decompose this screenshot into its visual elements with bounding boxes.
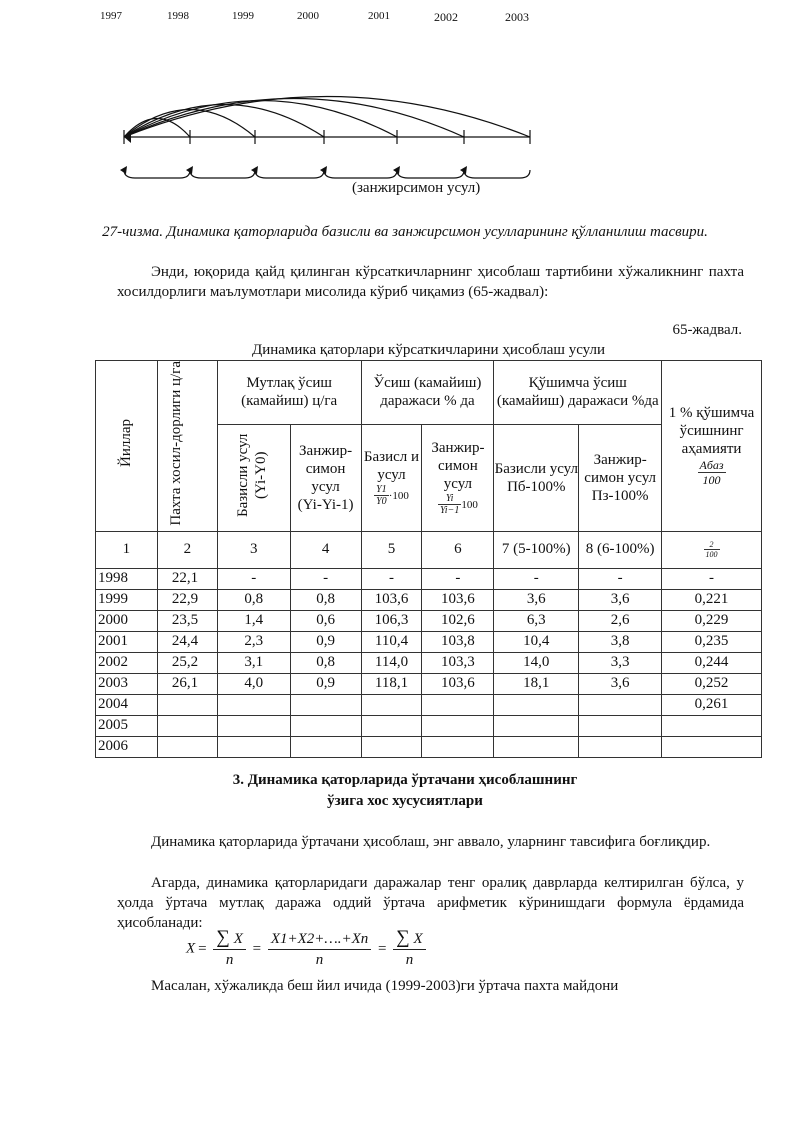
chain-method-label: (занжирсимон усул) xyxy=(352,180,481,196)
table-row xyxy=(96,736,762,757)
table-cell: 2006 xyxy=(96,736,158,757)
method-diagram xyxy=(100,60,550,190)
table-cell xyxy=(217,736,290,757)
table-cell xyxy=(579,715,662,736)
table-cell: 0,8 xyxy=(290,589,361,610)
table-cell xyxy=(662,736,762,757)
table-cell: 114,0 xyxy=(361,652,422,673)
table-cell: 103,6 xyxy=(361,589,422,610)
table-cell xyxy=(662,715,762,736)
sub-abs-chain: Занжир-симон усул (Yi-Yi-1) xyxy=(290,424,361,531)
header-increment-rate: Қўшимча ўсиш (камайиш) даражаси %да xyxy=(494,361,662,425)
table-cell: 103,8 xyxy=(422,631,494,652)
table-cell: 0,8 xyxy=(217,589,290,610)
table-cell: - xyxy=(361,568,422,589)
table-label: 65-жадвал. xyxy=(672,322,742,338)
mean-formula: X = $\frac{\sum X}{n}$ = $\frac{X1+X2+\dots.+Xn}{n}$ = $\frac{\sum X}{n}$ xyxy=(186,928,426,972)
year-label-1999: 1999 xyxy=(232,10,254,22)
table-cell: 3,6 xyxy=(579,589,662,610)
table-cell xyxy=(290,715,361,736)
table-cell: - xyxy=(290,568,361,589)
table-row xyxy=(96,589,762,610)
year-label-2001: 2001 xyxy=(368,10,390,22)
table-cell: 0,221 xyxy=(662,589,762,610)
header-absolute-growth: Мутлақ ўсиш (камайиш) ц/га xyxy=(217,361,361,425)
table-cell: 0,6 xyxy=(290,610,361,631)
table-cell: 2000 xyxy=(96,610,158,631)
paragraph-arithmetic-mean: Агарда, динамика қаторларидаги даражалар тенг оралиқ даврларда келтирилган бўлса, у ҳолда ўртача мутлақ даража оддий ўртача арифметик кўринишдаги формула ёрдамида ҳисобланади: xyxy=(117,875,744,931)
header-years: Йиллар xyxy=(96,361,158,532)
table-cell: 0,9 xyxy=(290,673,361,694)
table-cell: 1,4 xyxy=(217,610,290,631)
table-cell xyxy=(217,715,290,736)
table-cell: 2001 xyxy=(96,631,158,652)
table-cell xyxy=(290,694,361,715)
table-cell: 1998 xyxy=(96,568,158,589)
sub-growth-basic: Базисл и усул $\frac{Y1}{Y0}$ ·100 xyxy=(361,424,422,531)
table-cell: 3,8 xyxy=(579,631,662,652)
table-row xyxy=(96,694,762,715)
sub-growth-chain: Занжир-симон усул $\frac{Yi}{Yi-1}$ 100 xyxy=(422,424,494,531)
table-cell: 6,3 xyxy=(494,610,579,631)
table-cell: 3,3 xyxy=(579,652,662,673)
sub-incr-chain: Занжир-симон усул Пз-100% xyxy=(579,424,662,531)
table-cell xyxy=(422,715,494,736)
section-title: 3. Динамика қаторларида ўртачани ҳисоблашнинг ўзига хос хусусиятлари xyxy=(232,772,578,809)
table-cell: 22,9 xyxy=(157,589,217,610)
table-cell: 10,4 xyxy=(494,631,579,652)
table-cell: 103,6 xyxy=(422,589,494,610)
table-cell: 25,2 xyxy=(157,652,217,673)
table-cell xyxy=(422,694,494,715)
year-label-1998: 1998 xyxy=(167,10,189,22)
table-cell: 0,8 xyxy=(290,652,361,673)
table-cell: - xyxy=(662,568,762,589)
intro-paragraph: Энди, юқорида қайд қилинган кўрсаткичларнинг ҳисоблаш тартибини хўжаликнинг пахта хосилдорлиги маълумотлари мисолида кўриб чиқамиз (65-жадвал): xyxy=(117,264,744,300)
table-cell: 2005 xyxy=(96,715,158,736)
table-cell xyxy=(494,694,579,715)
table-cell xyxy=(579,694,662,715)
table-cell: 103,3 xyxy=(422,652,494,673)
table-cell: - xyxy=(422,568,494,589)
table-cell: 26,1 xyxy=(157,673,217,694)
table-cell xyxy=(579,736,662,757)
table-cell xyxy=(157,715,217,736)
table-cell: 106,3 xyxy=(361,610,422,631)
table-cell: 22,1 xyxy=(157,568,217,589)
table-cell: 2003 xyxy=(96,673,158,694)
table-cell xyxy=(217,694,290,715)
dynamics-table xyxy=(95,360,762,758)
table-cell xyxy=(157,736,217,757)
table-row xyxy=(96,568,762,589)
table-cell xyxy=(422,736,494,757)
table-cell: 1999 xyxy=(96,589,158,610)
table-cell: - xyxy=(579,568,662,589)
table-cell: 3,1 xyxy=(217,652,290,673)
table-cell: 0,244 xyxy=(662,652,762,673)
table-cell xyxy=(361,694,422,715)
table-cell: 0,235 xyxy=(662,631,762,652)
table-row xyxy=(96,673,762,694)
table-cell xyxy=(361,715,422,736)
header-yield: Пахта хосил-дорлиги ц/га xyxy=(157,361,217,532)
paragraph-example: Масалан, хўжаликда беш йил ичида (1999-2003)ги ўртача пахта майдони xyxy=(151,978,619,994)
table-row xyxy=(96,610,762,631)
figure-caption: 27-чизма. Динамика қаторларида базисли ва занжирсимон усулларининг қўлланилиш тасвири. xyxy=(102,224,708,240)
table-cell xyxy=(290,736,361,757)
table-cell: 2,3 xyxy=(217,631,290,652)
table-cell: 0,9 xyxy=(290,631,361,652)
table-cell: 0,229 xyxy=(662,610,762,631)
table-cell xyxy=(494,715,579,736)
table-row xyxy=(96,631,762,652)
table-cell: 14,0 xyxy=(494,652,579,673)
table-cell: 2,6 xyxy=(579,610,662,631)
table-cell: 103,6 xyxy=(422,673,494,694)
table-cell xyxy=(157,694,217,715)
table-title: Динамика қаторлари кўрсаткичларини ҳисоблаш усули xyxy=(251,342,606,358)
table-cell: 118,1 xyxy=(361,673,422,694)
table-cell: 0,261 xyxy=(662,694,762,715)
table-row xyxy=(96,652,762,673)
column-number-row: 1 2 3 4 5 6 7 (5-100%) 8 (6-100%) $\frac{2}{100}$ xyxy=(96,531,762,568)
table-cell xyxy=(494,736,579,757)
table-cell: 4,0 xyxy=(217,673,290,694)
header-growth-rate: Ўсиш (камайиш) даражаси % да xyxy=(361,361,494,425)
table-cell: 110,4 xyxy=(361,631,422,652)
paragraph-averaging: Динамика қаторларида ўртачани ҳисоблаш, энг аввало, уларнинг тавсифига боғлиқдир. xyxy=(151,834,711,850)
year-label-2003: 2003 xyxy=(505,10,529,24)
table-cell xyxy=(361,736,422,757)
table-cell: 3,6 xyxy=(494,589,579,610)
year-label-2000: 2000 xyxy=(297,10,319,22)
table-cell: 0,252 xyxy=(662,673,762,694)
table-cell: 18,1 xyxy=(494,673,579,694)
table-cell: 3,6 xyxy=(579,673,662,694)
table-cell: 2002 xyxy=(96,652,158,673)
table-cell: - xyxy=(217,568,290,589)
year-label-1997: 1997 xyxy=(100,10,122,22)
table-cell: - xyxy=(494,568,579,589)
table-cell: 2004 xyxy=(96,694,158,715)
sub-incr-basic: Базисли усул Пб-100% xyxy=(494,424,579,531)
header-one-percent-value: 1 % қўшимча ўсишнинг аҳамияти $\frac{\text{Aбаз}}{100}$ xyxy=(662,361,762,532)
table-cell: 23,5 xyxy=(157,610,217,631)
table-row xyxy=(96,715,762,736)
table-cell: 24,4 xyxy=(157,631,217,652)
table-cell: 102,6 xyxy=(422,610,494,631)
sub-abs-basic: Базисли усул (Yi-Y0) xyxy=(217,424,290,531)
year-label-2002: 2002 xyxy=(434,10,458,24)
